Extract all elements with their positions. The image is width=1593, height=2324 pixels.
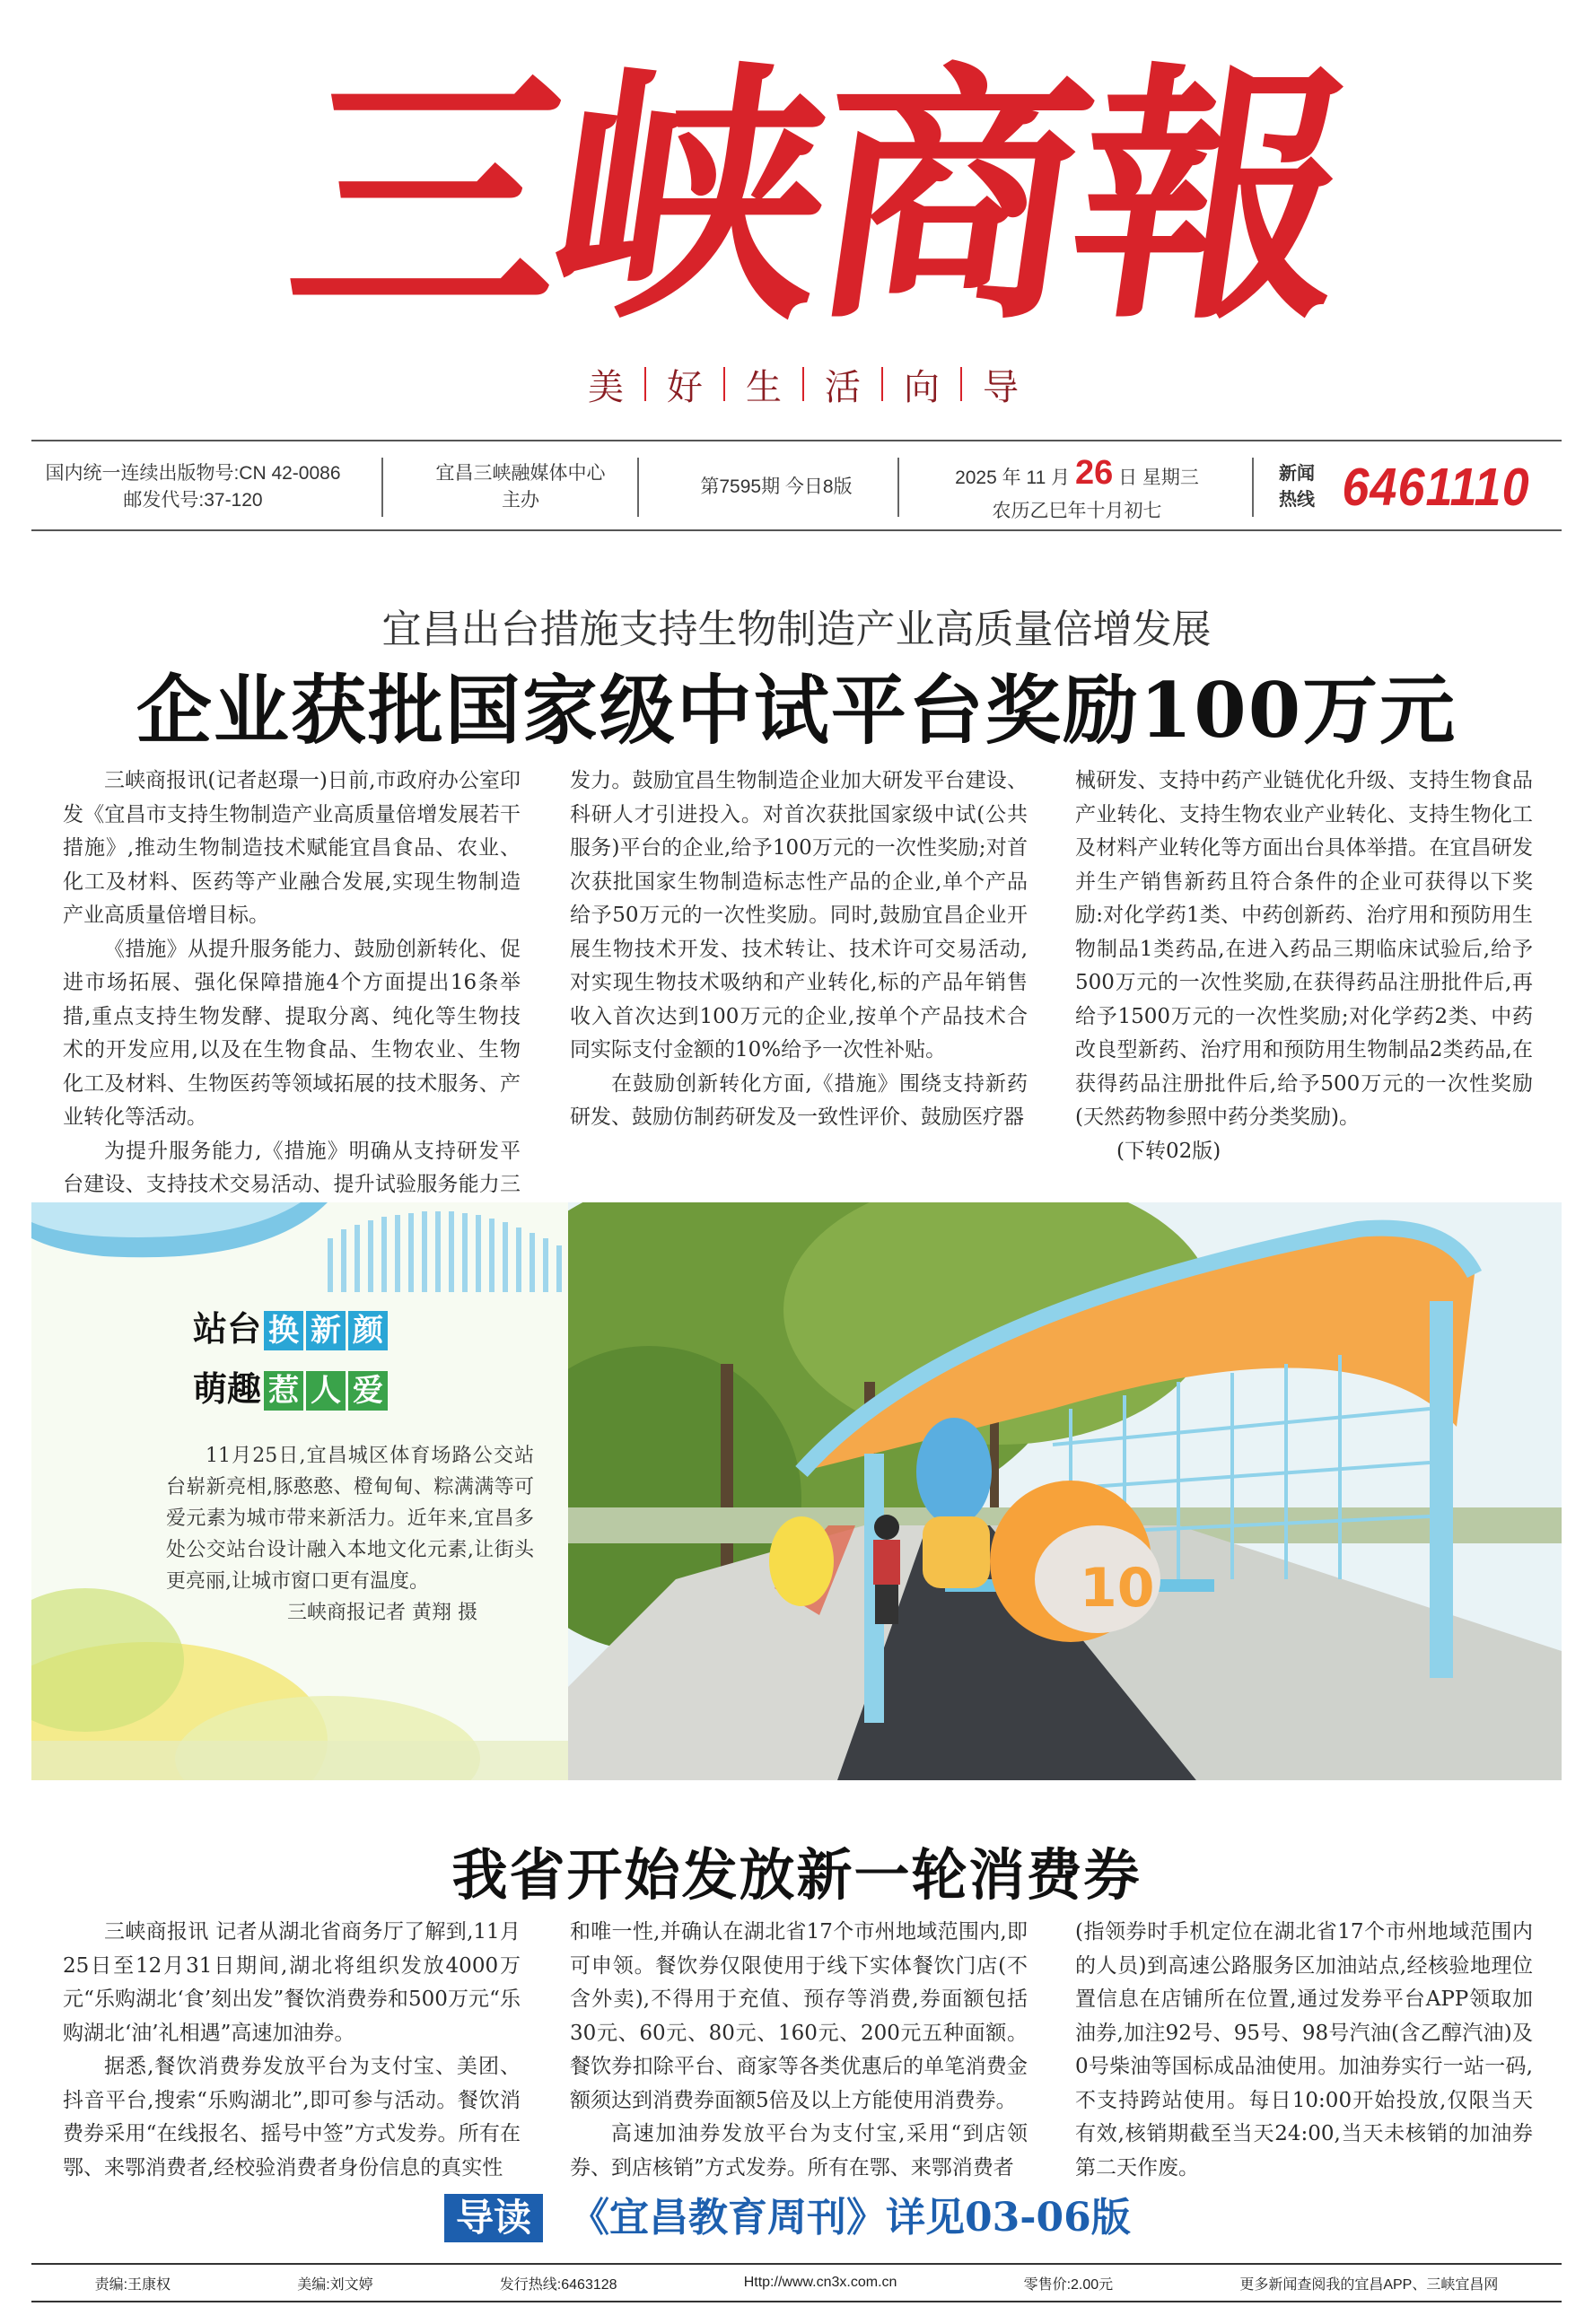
mascot-yellow bbox=[769, 1516, 834, 1606]
footer-hotline: 发行热线:6463128 bbox=[499, 2276, 617, 2293]
slogan-divider bbox=[960, 367, 962, 401]
slogan-char: 美 bbox=[588, 366, 624, 408]
photo-credit: 三峡商报记者 黄翔 摄 bbox=[287, 1602, 477, 1624]
info-bottom-rule bbox=[31, 529, 1562, 531]
masthead-slogan bbox=[588, 357, 1019, 411]
lead-column-3 bbox=[1075, 764, 1533, 1168]
bus-stop-illustration bbox=[568, 1202, 1562, 1780]
info-divider bbox=[637, 458, 639, 517]
title-box-char: 人 bbox=[306, 1371, 346, 1411]
issue-number: 第7595期 今日8版 bbox=[700, 476, 853, 497]
paragraph: 据悉,餐饮消费券发放平台为支付宝、美团、抖音平台,搜索“乐购湖北”,即可参与活动。餐饮消费券采用“在线报名、摇号中签”方式发券。所有在鄂、来鄂消费者,经校验消费者身份信息的真实性 bbox=[63, 2055, 521, 2180]
title-plain: 站台 bbox=[193, 1308, 262, 1349]
masthead-title bbox=[274, 36, 1360, 359]
shelter-post bbox=[1430, 1301, 1453, 1678]
paragraph: 三峡商报讯 记者从湖北省商务厅了解到,11月25日至12月31日期间,湖北将组织发放4000万元“乐购湖北‘食’刻出发”餐饮消费券和500万元“乐购湖北‘油’礼相遇”高速加油券。 bbox=[63, 1920, 521, 2045]
date-suffix: 日 星期三 bbox=[1118, 467, 1199, 489]
photo-title-line-2 bbox=[193, 1361, 388, 1411]
footer-website[interactable]: Http://www.cn3x.com.cn bbox=[743, 2275, 897, 2290]
slogan-divider bbox=[881, 367, 883, 401]
paragraph: (指领券时手机定位在湖北省17个市州地域范围内的人员)到高速公路服务区加油站点,经核验地理位置信息在店铺所在位置,通过发券平台APP领取加油券,加注92号、95号、98号汽油(含乙醇汽油)及0号柴油等国标成品油使用。加油券实行一站一码,不支持跨站使用。每日10:00开始投放,仅限当天有效,核销期截至当天24:00,当天未核销的加油券第二天作废。 bbox=[1075, 1920, 1533, 2180]
title-box-char: 新 bbox=[306, 1311, 346, 1350]
issn-cell bbox=[31, 447, 354, 528]
info-bar bbox=[31, 447, 1562, 528]
mascot-blue bbox=[916, 1418, 992, 1525]
date-line bbox=[955, 449, 1199, 498]
guide-bar bbox=[31, 2194, 1562, 2248]
guide-text: 《宜昌教育周刊》详见03-06版 bbox=[570, 2195, 1131, 2241]
masthead-char: 三 bbox=[274, 39, 579, 355]
continued-note: (下转02版) bbox=[1116, 1139, 1221, 1163]
footer-price: 零售价:2.00元 bbox=[1023, 2276, 1114, 2293]
paragraph: 在鼓励创新转化方面,《措施》围绕支持新药研发、鼓励仿制药研发及一致性评价、鼓励医疗器 bbox=[570, 1071, 1028, 1129]
guide-label: 导读 bbox=[444, 2194, 543, 2242]
paragraph: 械研发、支持中药产业链优化升级、支持生物食品产业转化、支持生物农业产业转化、支持生物化工及材料产业转化等方面出台具体举措。在宜昌研发并生产销售新药且符合条件的企业可获得以下奖励:对化学药1类、中药创新药、治疗用和预防用生物制品1类药品,在进入药品三期临床试验后,给予500万元的一次性奖励,在获得药品注册批件后,再给予1500万元的一次性奖励;对化学药2类、中药改良型新药、治疗用和预防用生物制品2类药品,在获得药品注册批件后,给予500万元的一次性奖励(天然药物参照中药分类奖励)。 bbox=[1075, 769, 1533, 1129]
second-headline: 我省开始发放新一轮消费券 bbox=[451, 1842, 1142, 1908]
lunar-date: 农历乙巳年十月初七 bbox=[992, 501, 1162, 522]
paragraph: 为提升服务能力,《措施》明确从支持研发平台建设、支持技术交易活动、提升试验服务能力三 bbox=[63, 1139, 521, 1196]
footer-designer: 美编:刘文婷 bbox=[297, 2276, 373, 2293]
photo-caption-panel bbox=[31, 1202, 568, 1780]
title-box-char: 爱 bbox=[348, 1371, 388, 1411]
info-divider bbox=[897, 458, 899, 517]
date-cell bbox=[902, 447, 1252, 528]
hotline-number: 6461110 bbox=[1342, 457, 1530, 517]
host-cell bbox=[386, 447, 655, 528]
slogan-divider bbox=[644, 367, 646, 401]
masthead-char: 商 bbox=[794, 39, 1099, 355]
photo-title-line-1 bbox=[193, 1301, 388, 1350]
footer-more: 更多新闻查阅我的宜昌APP、三峡宜昌网 bbox=[1239, 2276, 1499, 2293]
title-box-char: 惹 bbox=[264, 1371, 303, 1411]
info-top-rule bbox=[31, 440, 1562, 441]
date-prefix: 2025 年 11 月 bbox=[955, 467, 1071, 489]
bar-pattern bbox=[328, 1211, 562, 1292]
slogan-char: 活 bbox=[825, 366, 861, 408]
photo-caption: 11月25日,宜昌城区体育场路公交站台崭新亮相,豚憨憨、橙甸甸、粽满满等可爱元素为城市带来新活力。近年来,宜昌多处公交站台设计融入本地文化元素,让街头更亮丽,让城市窗口更有温度。 bbox=[166, 1445, 534, 1593]
issn-line: 国内统一连续出版物号:CN 42-0086 bbox=[45, 462, 341, 484]
ground-shape bbox=[31, 1741, 568, 1780]
paragraph: 三峡商报讯(记者赵璟一)日前,市政府办公室印发《宜昌市支持生物制造产业高质量倍增发展若干措施》,推动生物制造技术赋能宜昌食品、农业、化工及材料、医药等产业融合发展,实现生物制造产业高质量倍增目标。 bbox=[63, 769, 521, 927]
hotline-cell bbox=[1333, 447, 1539, 528]
title-box-char: 颜 bbox=[348, 1311, 388, 1350]
footer-editor: 责编:王康权 bbox=[94, 2276, 171, 2293]
info-divider bbox=[1252, 458, 1254, 517]
mascot-blue-body bbox=[923, 1516, 990, 1588]
bus-stop-photo bbox=[568, 1202, 1562, 1780]
title-plain: 萌趣 bbox=[193, 1368, 262, 1409]
second-column-1 bbox=[63, 1916, 521, 2185]
lead-subheadline: 宜昌出台措施支持生物制造产业高质量倍增发展 bbox=[381, 607, 1212, 652]
lead-column-2 bbox=[570, 764, 1028, 1135]
hotline-label-1: 新闻 bbox=[1279, 464, 1315, 484]
paragraph: 发力。鼓励宜昌生物制造企业加大研发平台建设、科研人才引进投入。对首次获批国家级中试(公共服务)平台的企业,给予100万元的一次性奖励;对首次获批国家生物制造标志性产品的企业,单个产品给予50万元的一次性奖励。同时,鼓励宜昌企业开展生物技术开发、技术转让、技术许可交易活动,对实现生物技术吸纳和产业转化,标的产品年销售收入首次达到100万元的企业,按单个产品技术合同实际支付金额的10%给予一次性补贴。 bbox=[570, 769, 1028, 1062]
slogan-char: 向 bbox=[904, 366, 940, 408]
person-legs bbox=[875, 1585, 898, 1624]
footer-bar bbox=[31, 2263, 1562, 2302]
paragraph: 《措施》从提升服务能力、鼓励创新转化、促进市场拓展、强化保障措施4个方面提出16条举措,重点支持生物发酵、提取分离、纯化等生物技术的开发应用,以及在生物食品、生物农业、生物化工及材料、生物医药等领域拓展的技术服务、产业转化等活动。 bbox=[63, 937, 521, 1129]
issue-cell bbox=[642, 447, 911, 528]
slogan-char: 好 bbox=[667, 366, 703, 408]
slogan-char: 导 bbox=[983, 366, 1019, 408]
lead-column-1 bbox=[63, 764, 521, 1236]
date-day: 26 bbox=[1074, 454, 1114, 493]
masthead-char: 峡 bbox=[534, 39, 839, 355]
second-column-2 bbox=[570, 1916, 1028, 2185]
person-body bbox=[873, 1540, 900, 1585]
slogan-divider bbox=[723, 367, 725, 401]
title-box-char: 换 bbox=[264, 1311, 303, 1350]
hotline-label bbox=[1270, 447, 1324, 528]
postal-code: 邮发代号:37-120 bbox=[123, 490, 263, 511]
person-head bbox=[874, 1515, 899, 1540]
host-line: 宜昌三峡融媒体中心 bbox=[435, 462, 606, 484]
hotline-label-2: 热线 bbox=[1279, 490, 1315, 510]
slogan-char: 生 bbox=[746, 366, 782, 408]
host-role: 主办 bbox=[502, 490, 539, 511]
paragraph: 和唯一性,并确认在湖北省17个市州地域范围内,即可申领。餐饮券仅限使用于线下实体餐饮门店(不含外卖),不得用于充值、预存等消费,券面额包括30元、60元、80元、160元、200元五种面额。餐饮券扣除平台、商家等各类优惠后的单笔消费金额须达到消费券面额5倍及以上方能使用消费券。 bbox=[570, 1920, 1028, 2112]
lead-headline: 企业获批国家级中试平台奖励100万元 bbox=[136, 666, 1457, 755]
slogan-divider bbox=[802, 367, 804, 401]
mascot-number: 10 bbox=[1080, 1557, 1155, 1620]
info-divider bbox=[381, 458, 383, 517]
paragraph: 高速加油券发放平台为支付宝,采用“到店领券、到店核销”方式发券。所有在鄂、来鄂消费者 bbox=[570, 2122, 1028, 2180]
photo-title bbox=[193, 1301, 388, 1411]
second-column-3 bbox=[1075, 1916, 1533, 2185]
masthead-char: 報 bbox=[1055, 39, 1360, 355]
